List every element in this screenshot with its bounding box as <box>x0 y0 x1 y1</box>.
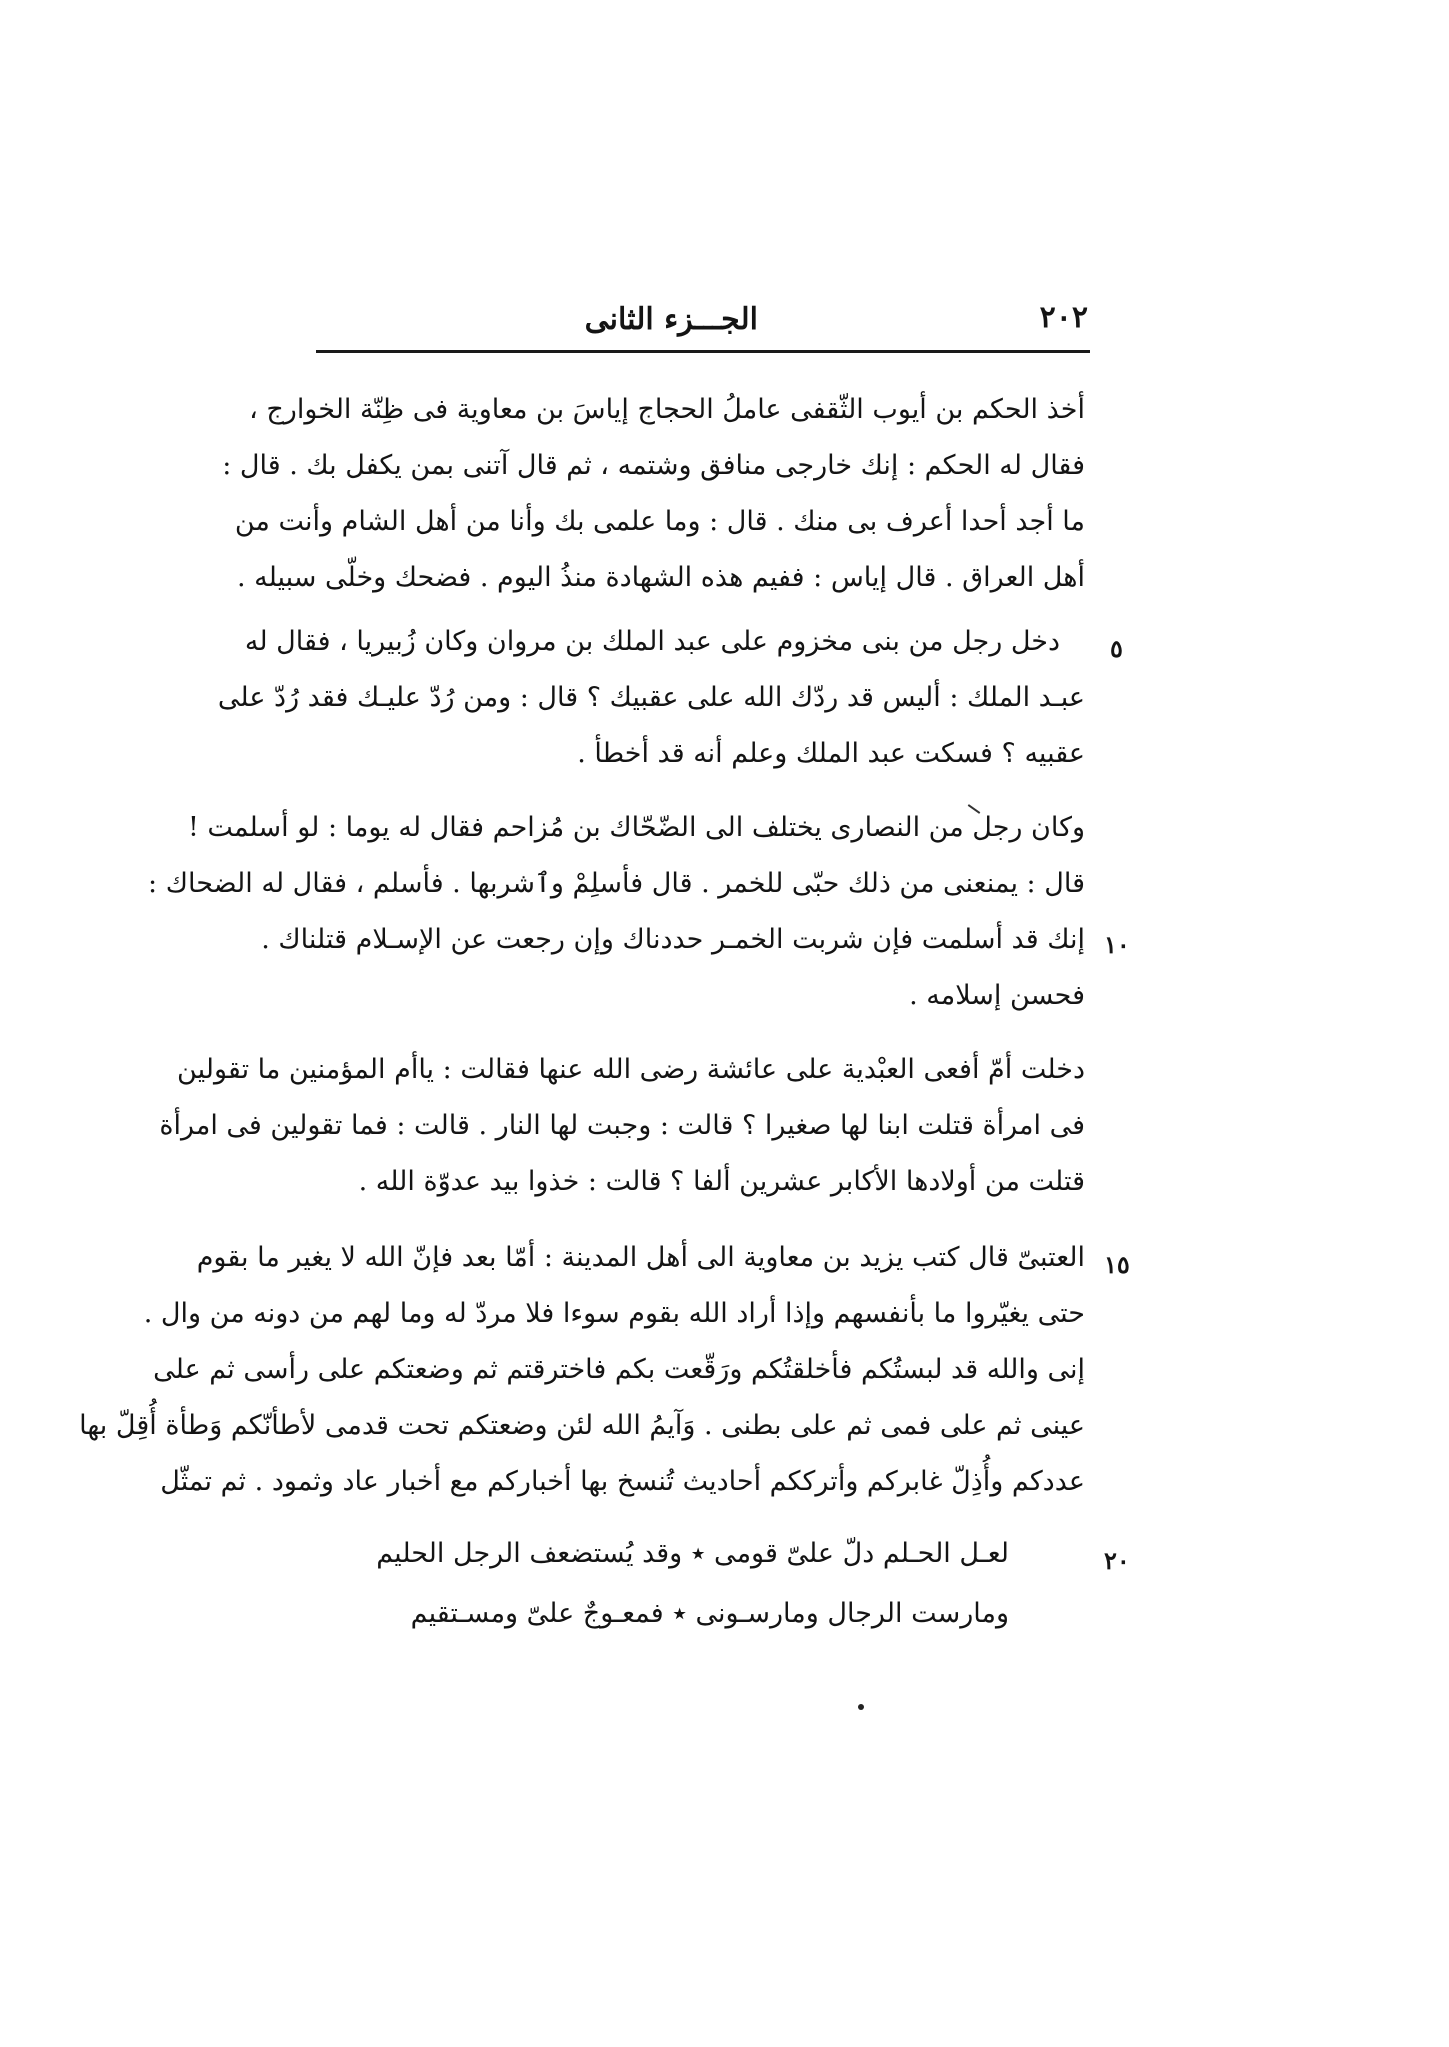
text-line: قتلت من أولادها الأكابر عشرين ألفا ؟ قالت : خذوا بيد عدوّة الله . <box>358 1166 1085 1197</box>
text-line: دخل رجل من بنى مخزوم على عبد الملك بن مروان وكان زُبيريا ، فقال له <box>244 626 1060 657</box>
verse-line: ومارست الرجال ومارسـونى ٭ فمعـوجٌ علىّ ومسـتقيم <box>410 1598 1009 1629</box>
running-title: الجـــزء الثانى <box>584 302 758 337</box>
page-header <box>318 300 1088 346</box>
text-line: قال : يمنعنى من ذلك حبّى للخمر . قال فأسلِمْ وٱشربها . فأسلم ، فقال له الضحاك : <box>148 868 1085 899</box>
text-line: إنك قد أسلمت فإن شربت الخمـر حددناك وإن رجعت عن الإسـلام قتلناك . <box>261 924 1085 955</box>
text-line: عددكم وأُذِلّ غابركم وأترككم أحاديث تُنسخ بها أخباركم مع أخبار عاد وثمود . ثم تمثّل <box>160 1466 1085 1497</box>
text-line: فى امرأة قتلت ابنا لها صغيرا ؟ قالت : وجبت لها النار . قالت : فما تقولين فى امرأة <box>159 1110 1085 1141</box>
line-number: ٢٠ <box>1104 1546 1130 1575</box>
verse-line: لعـل الحـلم دلّ علىّ قومى ٭ وقد يُستضعف الرجل الحليم <box>376 1538 1009 1569</box>
text-line: حتى يغيّروا ما بأنفسهم وإذا أراد الله بقوم سوءا فلا مردّ له وما لهم من دونه من وال . <box>143 1298 1085 1329</box>
text-line: عقبيه ؟ فسكت عبد الملك وعلم أنه قد أخطأ . <box>577 738 1085 769</box>
stray-dot <box>858 1704 864 1710</box>
header-rule <box>316 350 1090 353</box>
text-line: ما أجد أحدا أعرف بى منك . قال : وما علمى بك وأنا من أهل الشام وأنت من <box>234 506 1085 537</box>
text-line: أهل العراق . قال إياس : ففيم هذه الشهادة منذُ اليوم . فضحك وخلّى سبيله . <box>236 562 1085 593</box>
page-number: ٢٠٢ <box>1039 300 1088 335</box>
text-line: أخذ الحكم بن أيوب الثّقفى عاملُ الحجاج إياسَ بن معاوية فى ظِنّة الخوارج ، <box>249 394 1085 425</box>
line-number: ١٥ <box>1104 1250 1130 1279</box>
text-line: فحسن إسلامه . <box>909 980 1085 1011</box>
line-number: ٥ <box>1110 634 1123 663</box>
text-line: عينى ثم على فمى ثم على بطنى . وَآيمُ الله لئن وضعتكم تحت قدمى لأطأنّكم وَطأة أُقِلّ بها <box>79 1410 1085 1441</box>
text-line: دخلت أمّ أفعى العبْدية على عائشة رضى الله عنها فقالت : ياأم المؤمنين ما تقولين <box>177 1054 1085 1085</box>
text-line: فقال له الحكم : إنك خارجى منافق وشتمه ، ثم قال آتنى بمن يكفل بك . قال : <box>222 450 1085 481</box>
text-line: إنى والله قد لبستُكم فأخلقتُكم ورَقّعت بكم فاخترقتم ثم وضعتكم على رأسى ثم على <box>153 1354 1085 1385</box>
text-line: عبـد الملك : أليس قد ردّك الله على عقبيك ؟ قال : ومن رُدّ عليـك فقد رُدّ على <box>217 682 1085 713</box>
line-number: ١٠ <box>1104 930 1130 959</box>
text-line: وكان رجل من النصارى يختلف الى الضّحّاك بن مُزاحم فقال له يوما : لو أسلمت ! <box>188 812 1085 843</box>
text-line: العتبىّ قال كتب يزيد بن معاوية الى أهل المدينة : أمّا بعد فإنّ الله لا يغير ما بقوم <box>196 1242 1085 1273</box>
